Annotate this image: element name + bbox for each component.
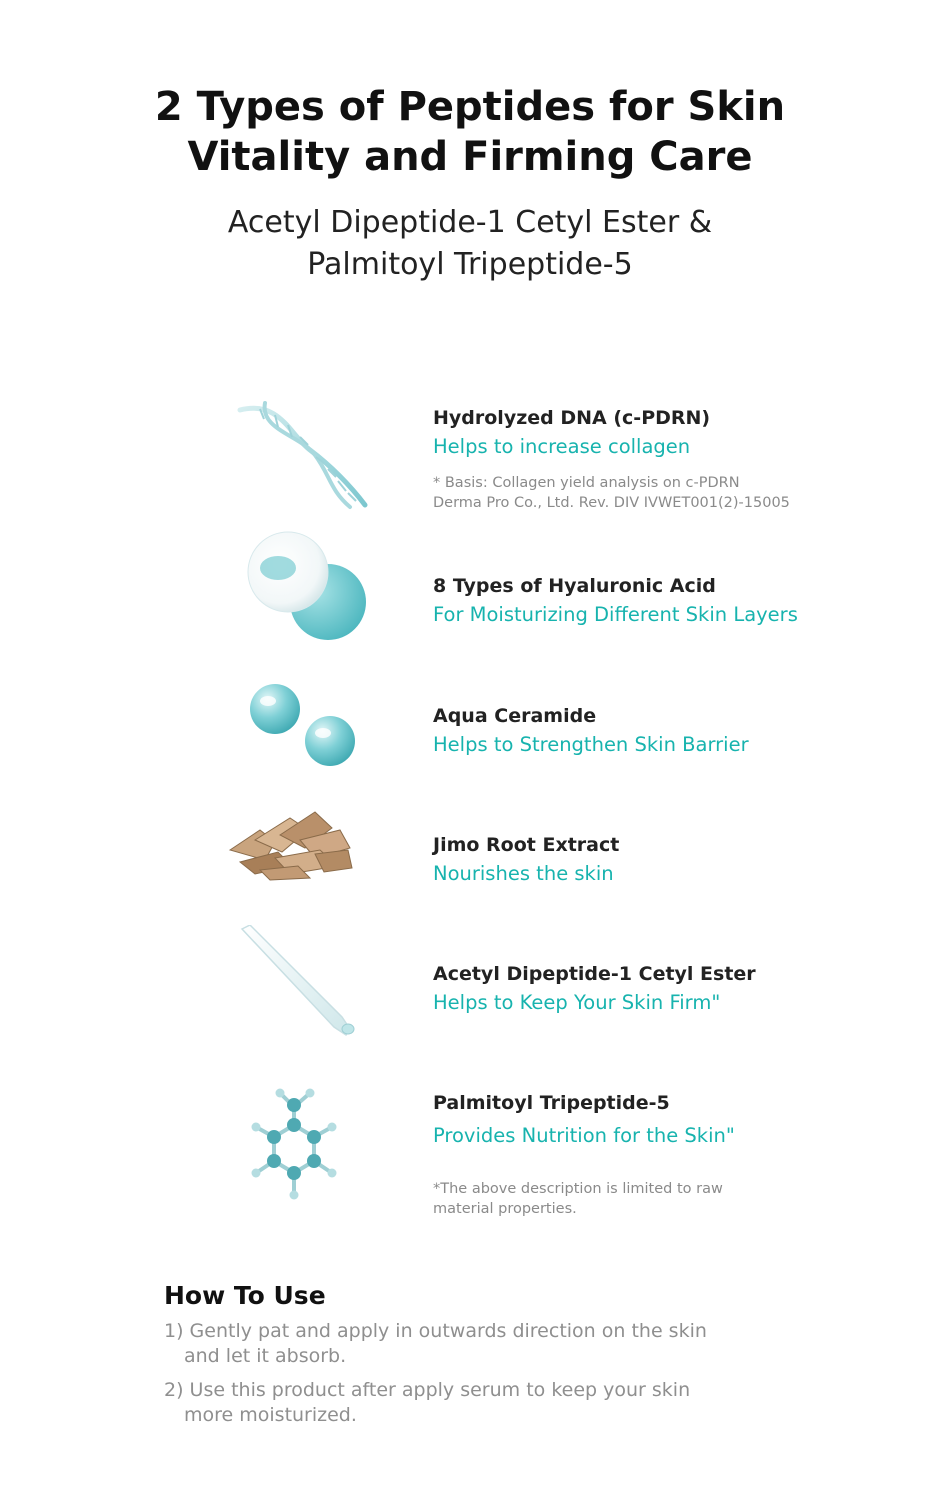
how-to-use-heading: How To Use xyxy=(164,1281,326,1310)
title-line-2: Vitality and Firming Care xyxy=(187,134,753,180)
molecule-icon xyxy=(220,1085,380,1205)
step-1-line-2: and let it absorb. xyxy=(184,1345,347,1367)
note-line-1: * Basis: Collagen yield analysis on c-PDRN xyxy=(433,475,740,491)
ingredient-name: Aqua Ceramide xyxy=(433,705,597,727)
ingredient-desc: Helps to increase collagen xyxy=(433,435,691,458)
ingredient-name: Acetyl Dipeptide-1 Cetyl Ester xyxy=(433,963,756,985)
step-2-line-1: 2) Use this product after apply serum to keep your skin xyxy=(164,1379,691,1401)
dna-helix-icon xyxy=(220,395,380,515)
step-1-line-1: 1) Gently pat and apply in outwards direction on the skin xyxy=(164,1320,707,1342)
page-subtitle xyxy=(0,202,940,286)
step-2-line-2: more moisturized. xyxy=(184,1404,357,1426)
ingredient-name: Palmitoyl Tripeptide-5 xyxy=(433,1092,670,1114)
ingredient-name: Hydrolyzed DNA (c-PDRN) xyxy=(433,407,711,429)
ingredient-desc: Nourishes the skin xyxy=(433,862,614,885)
note-line-1: *The above description is limited to raw xyxy=(433,1181,723,1197)
note-line-2: material properties. xyxy=(433,1201,577,1217)
title-line-1: 2 Types of Peptides for Skin xyxy=(154,84,786,130)
how-to-use-step-1 xyxy=(164,1319,707,1369)
how-to-use-step-2 xyxy=(164,1378,690,1428)
ingredient-note xyxy=(433,473,790,513)
dried-root-icon xyxy=(220,800,380,920)
dropper-icon xyxy=(220,925,380,1045)
note-line-2: Derma Pro Co., Ltd. Rev. DIV IVWET001(2)-15005 xyxy=(433,495,790,511)
ceramide-droplets-icon xyxy=(220,675,380,795)
hyaluronic-spheres-icon xyxy=(220,530,380,650)
ingredient-desc: For Moisturizing Different Skin Layers xyxy=(433,603,798,626)
ingredient-desc: Helps to Keep Your Skin Firm" xyxy=(433,991,721,1014)
ingredient-desc: Provides Nutrition for the Skin" xyxy=(433,1124,735,1147)
ingredient-desc: Helps to Strengthen Skin Barrier xyxy=(433,733,749,756)
subtitle-line-2: Palmitoyl Tripeptide-5 xyxy=(307,247,633,282)
page-title xyxy=(0,82,940,182)
ingredient-name: Jimo Root Extract xyxy=(433,834,620,856)
ingredient-note xyxy=(433,1179,723,1219)
subtitle-line-1: Acetyl Dipeptide-1 Cetyl Ester & xyxy=(227,205,713,240)
ingredient-name: 8 Types of Hyaluronic Acid xyxy=(433,575,716,597)
